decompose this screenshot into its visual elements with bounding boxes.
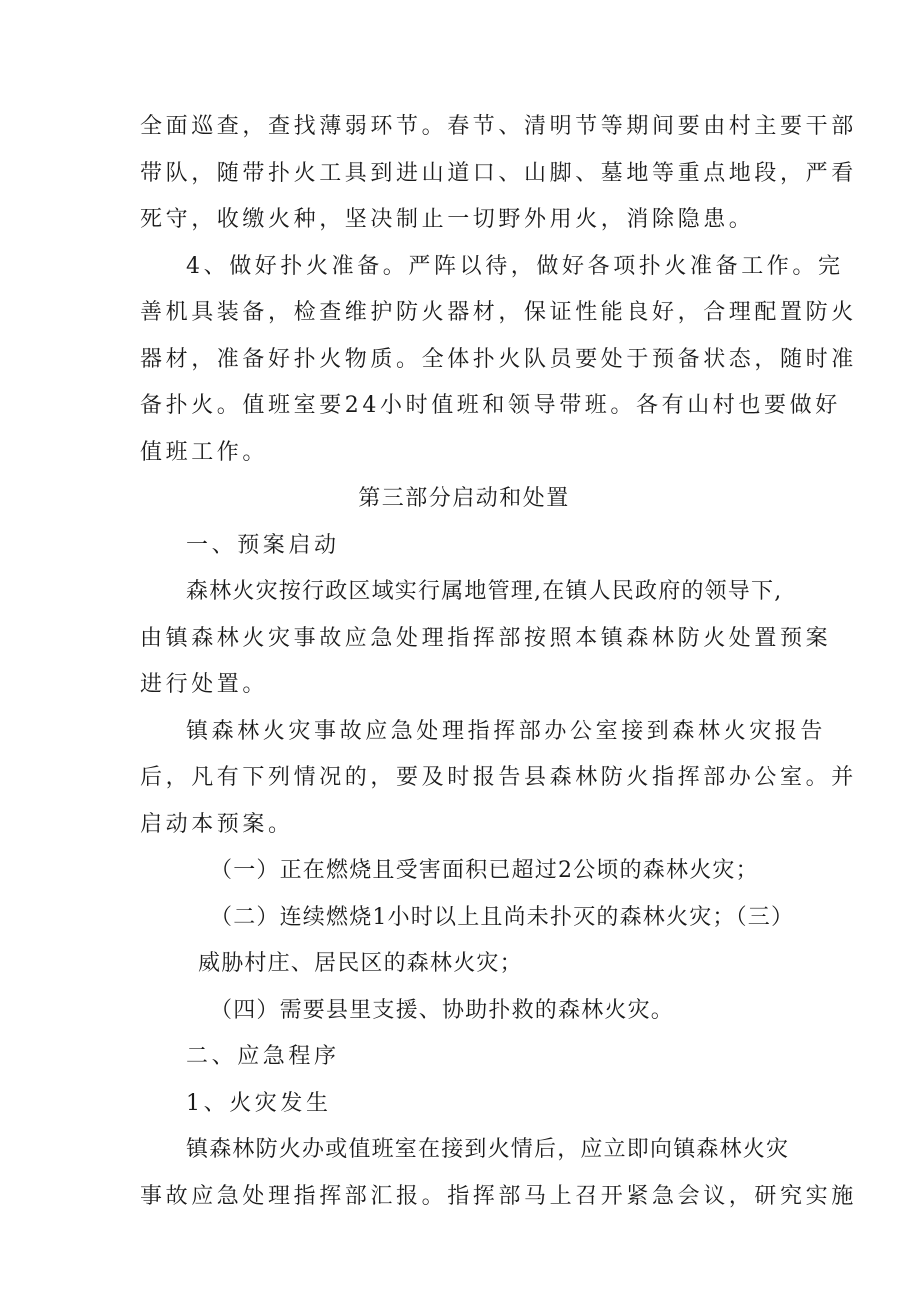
subsection-heading: 1、火灾发生 — [186, 1090, 332, 1116]
paragraph-line: 死守，收缴火种，坚决制止一切野外用火，消除隐患。 — [140, 207, 755, 232]
paragraph-line: 带队，随带扑火工具到进山道口、山脚、墓地等重点地段，严看 — [140, 160, 857, 186]
paragraph-line: 备扑火。值班室要24小时值班和领导带班。各有山村也要做好 — [140, 393, 841, 418]
paragraph-line: 善机具装备，检查维护防火器材，保证性能良好，合理配置防火 — [140, 300, 857, 325]
list-item: （一）正在燃烧且受害面积已超过2公顷的森林火灾； — [210, 858, 759, 883]
subsection-heading: 一、预案启动 — [186, 532, 340, 558]
section-heading: 第三部分启动和处置 — [358, 486, 570, 511]
paragraph-line: 由镇森林火灾事故应急处理指挥部按照本镇森林防火处置预案 — [140, 625, 832, 651]
list-item: 威胁村庄、居民区的森林火灾； — [198, 951, 523, 976]
paragraph-line: 镇森林防火办或值班室在接到火情后，应立即向镇森林火灾 — [186, 1137, 790, 1162]
paragraph-line: 镇森林火灾事故应急处理指挥部办公室接到森林火灾报告 — [186, 718, 827, 744]
paragraph-line: 进行处置。 — [140, 672, 269, 697]
subsection-heading: 二、应急程序 — [186, 1044, 340, 1069]
paragraph-line: 4、做好扑火准备。严阵以待，做好各项扑火准备工作。完 — [186, 253, 844, 279]
paragraph-line: 后，凡有下列情况的，要及时报告县森林防火指挥部办公室。并 — [140, 765, 857, 790]
paragraph-line: 启动本预案。 — [140, 811, 294, 837]
paragraph-line: 事故应急处理指挥部汇报。指挥部马上召开紧急会议，研究实施 — [140, 1183, 857, 1209]
paragraph-line: 值班工作。 — [140, 439, 269, 465]
paragraph-line: 全面巡查，查找薄弱环节。春节、清明节等期间要由村主要干部 — [140, 114, 857, 139]
document-body — [140, 104, 857, 1220]
paragraph-line: 森林火灾按行政区域实行属地管理,在镇人民政府的领导下, — [186, 579, 783, 604]
list-item: （四）需要县里支援、协助扑救的森林火灾。 — [210, 997, 675, 1023]
paragraph-line: 器材，准备好扑火物质。全体扑火队员要处于预备状态，随时准 — [140, 346, 857, 372]
list-item: （二）连续燃烧1小时以上且尚未扑灭的森林火灾；（三） — [210, 904, 795, 930]
